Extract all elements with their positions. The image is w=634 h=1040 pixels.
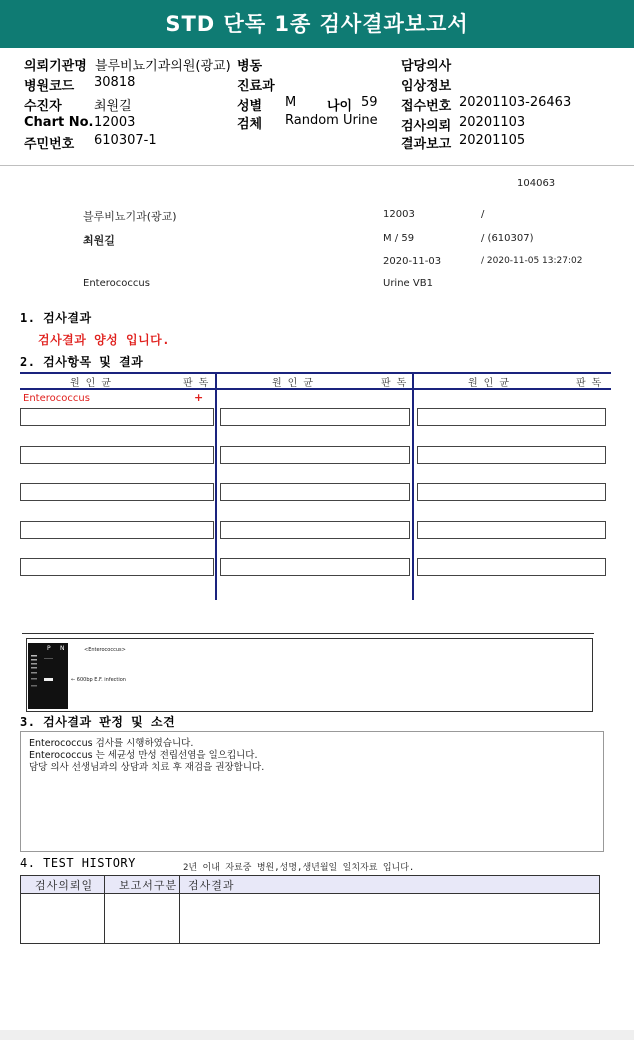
meta-code: 104063	[517, 178, 556, 189]
result-cell	[220, 558, 410, 576]
result-cell	[220, 408, 410, 426]
history-table	[20, 875, 600, 944]
result-cell	[20, 558, 214, 576]
meta-received: 2020-11-03	[383, 256, 442, 267]
result-cell	[220, 446, 410, 464]
ward-label: 병동	[237, 59, 263, 74]
history-note: 2년 이내 자료중 병원,성명,생년월일 일치자료 입니다.	[183, 863, 415, 873]
institution-label: 의뢰기관명	[24, 59, 87, 74]
meta-clinic: 블루비뇨기과(광교)	[83, 210, 177, 223]
sex-value: M	[285, 95, 297, 110]
clinical-info-label: 임상정보	[401, 79, 452, 94]
section1-title: 1. 검사결과	[20, 311, 92, 325]
col-header-judge-1: 판독	[183, 378, 215, 389]
meta-patient: 최원길	[83, 234, 115, 247]
request-date-value: 20201103	[459, 115, 526, 130]
result-cell	[417, 446, 606, 464]
section4-title: 4. TEST HISTORY	[20, 856, 136, 870]
age-value: 59	[361, 95, 378, 110]
doctor-label: 담당의사	[401, 59, 452, 74]
patient-label: 수진자	[24, 99, 62, 114]
result-cell	[20, 483, 214, 501]
history-cell	[105, 894, 180, 944]
history-cell	[21, 894, 105, 944]
footer-bar	[0, 1030, 634, 1040]
header-clinical-info	[401, 75, 451, 94]
header-ward	[237, 55, 262, 74]
header-hospital-code	[24, 75, 136, 94]
result-cell	[20, 408, 214, 426]
grid-divider-1	[215, 372, 217, 600]
result-cell	[20, 446, 214, 464]
col-header-pathogen-1: 원인균	[70, 378, 117, 389]
header-age	[327, 95, 378, 114]
gel-top-line	[22, 633, 594, 634]
specimen-label: 검체	[237, 117, 263, 132]
finding-line: 담당 의사 선생님과의 상담과 치료 후 재검을 권장합니다.	[29, 762, 265, 773]
receipt-no-label: 접수번호	[401, 99, 452, 114]
hospital-code-value: 30818	[94, 75, 136, 90]
gel-lane-n: N	[60, 645, 65, 652]
result-message: 검사결과 양성 입니다.	[38, 333, 171, 347]
sex-label: 성별	[237, 99, 263, 114]
meta-reported: / 2020-11-05 13:27:02	[481, 256, 583, 266]
gel-electrophoresis-image	[28, 643, 68, 709]
id-number-label: 주민번호	[24, 137, 75, 152]
section3-title: 3. 검사결과 판정 및 소견	[20, 715, 176, 729]
dept-label: 진료과	[237, 79, 275, 94]
header-divider	[0, 165, 634, 166]
gel-band-label: ← 600bp E.F. infection	[71, 677, 126, 683]
history-cell	[180, 894, 600, 944]
result-judge: +	[194, 391, 204, 404]
age-label: 나이	[327, 99, 353, 114]
header-chart	[24, 115, 136, 130]
header-request-date	[401, 115, 526, 134]
history-header-report-type: 보고서구분	[105, 876, 180, 894]
patient-value: 최원길	[94, 99, 132, 114]
result-cell	[417, 483, 606, 501]
gel-lane-p: P	[47, 645, 51, 652]
history-header-request-date: 검사의뢰일	[21, 876, 105, 894]
id-number-value: 610307-1	[94, 133, 157, 148]
section2-title: 2. 검사항목 및 결과	[20, 355, 144, 369]
result-cell	[417, 558, 606, 576]
report-date-value: 20201105	[459, 133, 526, 148]
meta-slash: /	[481, 209, 485, 220]
specimen-value: Random Urine	[285, 113, 378, 128]
meta-chart: 12003	[383, 209, 415, 220]
gel-caption: <Enterococcus>	[84, 647, 126, 653]
result-pathogen: Enterococcus	[23, 393, 90, 404]
result-cell	[20, 521, 214, 539]
header-institution	[24, 55, 231, 74]
meta-sex-age: M / 59	[383, 233, 415, 244]
hospital-code-label: 병원코드	[24, 79, 75, 94]
result-cell	[220, 483, 410, 501]
grid-divider-2	[412, 372, 414, 600]
header-id-number	[24, 133, 157, 152]
col-header-judge-2: 판독	[381, 378, 413, 389]
history-header-result: 검사결과	[180, 876, 600, 894]
result-cell	[417, 408, 606, 426]
receipt-no-value: 20201103-26463	[459, 95, 572, 110]
chart-value: 12003	[94, 115, 136, 130]
meta-specimen: Urine VB1	[383, 278, 433, 289]
report-date-label: 결과보고	[401, 137, 452, 152]
header-report-date	[401, 133, 526, 152]
col-header-pathogen-2: 원인균	[272, 378, 319, 389]
result-cell	[220, 521, 410, 539]
result-cell	[417, 521, 606, 539]
header-sex	[237, 95, 297, 114]
header-receipt-no	[401, 95, 572, 114]
header-doctor	[401, 55, 451, 74]
request-date-label: 검사의뢰	[401, 119, 452, 134]
meta-birth: / (610307)	[481, 233, 534, 244]
institution-value: 블루비뇨기과의원(광교)	[94, 59, 231, 74]
header-dept	[237, 75, 275, 94]
header-patient	[24, 95, 132, 114]
report-title: STD 단독 1종 검사결과보고서	[0, 0, 634, 48]
col-header-pathogen-3: 원인균	[468, 378, 515, 389]
chart-label: Chart No.	[24, 115, 94, 130]
finding-line: Enterococcus 검사를 시행하였습니다.	[29, 738, 194, 749]
findings-box	[20, 731, 604, 852]
header-specimen	[237, 113, 378, 132]
meta-organism: Enterococcus	[83, 278, 150, 289]
finding-line: Enterococcus 는 세균성 만성 전립선염을 일으킵니다.	[29, 750, 258, 761]
col-header-judge-3: 판독	[576, 378, 608, 389]
